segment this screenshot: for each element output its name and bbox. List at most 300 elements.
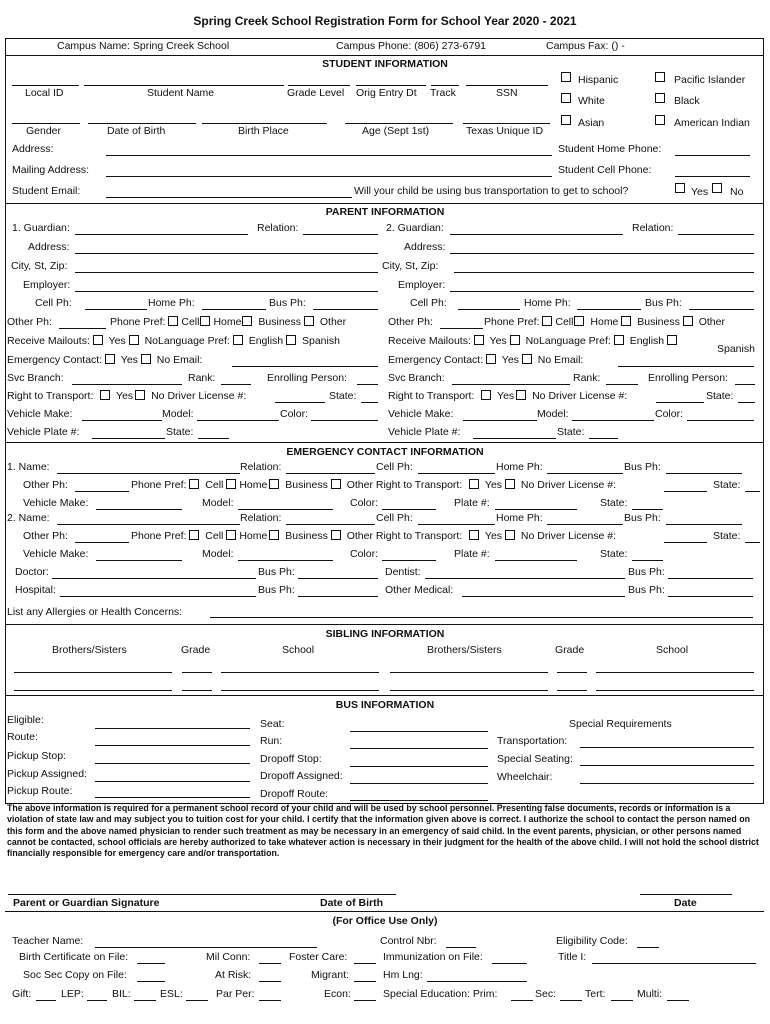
p1-email-line[interactable] bbox=[232, 366, 378, 367]
allergies-line[interactable] bbox=[210, 617, 753, 618]
p1-english-checkbox[interactable] bbox=[233, 335, 243, 345]
ec1-relation-line[interactable] bbox=[286, 473, 375, 474]
sib4-name-line[interactable] bbox=[390, 690, 548, 691]
cell-phone-label: Student Cell Phone: bbox=[558, 164, 652, 176]
allergies-label: List any Allergies or Health Concerns: bbox=[7, 606, 183, 618]
local-id-line[interactable] bbox=[12, 85, 79, 86]
p1-pref-cell-label: Cell bbox=[181, 316, 200, 328]
p2-bus-label: Bus Ph: bbox=[645, 297, 682, 309]
student-name-line[interactable] bbox=[84, 85, 284, 86]
sib2-school-line[interactable] bbox=[596, 672, 754, 673]
title1-line[interactable] bbox=[592, 963, 756, 964]
p1-bus-line[interactable] bbox=[313, 309, 378, 310]
p1-rank-line[interactable] bbox=[221, 384, 251, 385]
ec2-pref bbox=[131, 530, 616, 542]
p2-pref-home-checkbox[interactable] bbox=[574, 316, 584, 326]
p2-svc-line[interactable] bbox=[452, 384, 570, 385]
p2-pref-other-checkbox[interactable] bbox=[683, 316, 693, 326]
p2-emerg-no-checkbox[interactable] bbox=[522, 354, 532, 364]
special-seating-line[interactable] bbox=[580, 765, 754, 766]
ec2-bus-label: Bus Ph: bbox=[624, 512, 661, 524]
other-medical-bus-line[interactable] bbox=[668, 596, 753, 597]
p1-emerg-no-checkbox[interactable] bbox=[141, 354, 151, 364]
ec1-other-label: Other Ph: bbox=[23, 479, 68, 491]
p1-emerg-yes-checkbox[interactable] bbox=[105, 354, 115, 364]
title1-label: Title I: bbox=[558, 951, 587, 963]
dropoff-route-label: Dropoff Route: bbox=[260, 788, 329, 800]
p2-emergency-label: Emergency Contact: bbox=[388, 354, 484, 366]
bus-heading: BUS INFORMATION bbox=[335, 699, 435, 711]
age-line[interactable] bbox=[345, 123, 453, 124]
ec2-other-line[interactable] bbox=[75, 542, 129, 543]
p2-license-line[interactable] bbox=[656, 402, 704, 403]
p1-pref-cell-checkbox[interactable] bbox=[168, 316, 178, 326]
sib1-grade-line[interactable] bbox=[182, 672, 212, 673]
ec2-state-label: State: bbox=[713, 530, 741, 542]
prim-line[interactable] bbox=[511, 1000, 533, 1001]
transportation-label: Transportation: bbox=[497, 735, 568, 747]
home-phone-line[interactable] bbox=[675, 155, 750, 156]
foster-label: Foster Care: bbox=[289, 951, 348, 963]
soc-sec-line[interactable] bbox=[137, 981, 165, 982]
ec1-home-line[interactable] bbox=[547, 473, 623, 474]
legal-statement: The above information is required for a permanent school record of your child and will be used by school personnel. Presenting false documents, records or information is a violation of state law and may subject you to tuition cost for your child. I certify that the information given above is correct. I authorize the school to contact the person named on this form and the above named physician to render such treatment as may be necessary in an emergency of said child. In the event parents, physician, or other persons named cannot be contacted, school officials are hereby authorized to take whatever action is necessary in their judgment for the health of the above child. I will not hold the school district financially responsible for emergency care and/or transportation. bbox=[7, 803, 759, 859]
ec2-other-checkbox[interactable] bbox=[331, 530, 341, 540]
bil-line[interactable] bbox=[134, 1000, 156, 1001]
signature-line[interactable] bbox=[8, 894, 396, 895]
dropoff-assigned-line[interactable] bbox=[350, 783, 488, 784]
doctor-label: Doctor: bbox=[15, 566, 49, 578]
p1-cell-line[interactable] bbox=[85, 309, 147, 310]
at-risk-label: At Risk: bbox=[215, 969, 252, 981]
par-per-label: Par Per: bbox=[216, 988, 255, 1000]
asian-checkbox[interactable] bbox=[561, 115, 571, 125]
ec2-plate-label: Plate #: bbox=[454, 548, 490, 560]
p1-pref-home-label: Home bbox=[213, 316, 242, 328]
guardian2-line[interactable] bbox=[450, 234, 623, 235]
p1-mailouts bbox=[7, 335, 340, 347]
ec2-plate-state-line[interactable] bbox=[632, 560, 663, 561]
p2-bus-line[interactable] bbox=[689, 309, 754, 310]
p1-english-label: English bbox=[248, 335, 284, 347]
guardian1-label: 1. Guardian: bbox=[12, 222, 70, 234]
campus-phone: Campus Phone: (806) 273-6791 bbox=[336, 40, 487, 52]
seat-line[interactable] bbox=[350, 731, 488, 732]
tert-line[interactable] bbox=[611, 1000, 633, 1001]
p1-mail-yes-checkbox[interactable] bbox=[93, 335, 103, 345]
sib4-school-line[interactable] bbox=[596, 690, 754, 691]
guardian2-label: 2. Guardian: bbox=[386, 222, 444, 234]
relation2-line[interactable] bbox=[678, 234, 754, 235]
dropoff-stop-label: Dropoff Stop: bbox=[260, 753, 322, 765]
p1-other-ph-line[interactable] bbox=[59, 328, 106, 329]
p1-spanish-label: Spanish bbox=[301, 335, 340, 347]
p2-cell-line[interactable] bbox=[458, 309, 520, 310]
ec2-color-line[interactable] bbox=[382, 560, 436, 561]
office-heading: (For Office Use Only) bbox=[332, 915, 438, 927]
mil-label: Mil Conn: bbox=[206, 951, 251, 963]
p1-pref-other-label: Other bbox=[319, 316, 347, 328]
p2-trans-yes-checkbox[interactable] bbox=[481, 390, 491, 400]
p2-address-line[interactable] bbox=[450, 253, 754, 254]
p2-phone-pref bbox=[484, 316, 725, 328]
gift-label: Gift: bbox=[12, 988, 32, 1000]
p1-license-line[interactable] bbox=[275, 402, 325, 403]
hospital-bus-line[interactable] bbox=[298, 596, 378, 597]
p2-phone-pref-label: Phone Pref: bbox=[484, 316, 540, 328]
p2-rank-line[interactable] bbox=[606, 384, 638, 385]
p2-plate-state-label: State: bbox=[557, 426, 585, 438]
p2-mail-yes-checkbox[interactable] bbox=[474, 335, 484, 345]
p1-plate-line[interactable] bbox=[92, 438, 165, 439]
doctor-bus-line[interactable] bbox=[298, 578, 378, 579]
p1-plate-state-line[interactable] bbox=[198, 438, 229, 439]
p2-emerg-yes-checkbox[interactable] bbox=[486, 354, 496, 364]
bus-yes-checkbox[interactable] bbox=[675, 183, 685, 193]
gift-line[interactable] bbox=[36, 1000, 56, 1001]
sib2-name-line[interactable] bbox=[390, 672, 548, 673]
sibling-heading: SIBLING INFORMATION bbox=[325, 628, 445, 640]
ec1-license-line[interactable] bbox=[664, 491, 707, 492]
sib3-name-line[interactable] bbox=[14, 690, 172, 691]
p1-mail-no-checkbox[interactable] bbox=[129, 335, 139, 345]
sib1-name-line[interactable] bbox=[14, 672, 172, 673]
ec2-cell-line[interactable] bbox=[418, 524, 495, 525]
ec1-other-line[interactable] bbox=[75, 491, 129, 492]
ec2-cell-opt: Cell bbox=[205, 530, 224, 542]
dropoff-stop-line[interactable] bbox=[350, 766, 488, 767]
p1-license-label: Driver License #: bbox=[167, 390, 247, 402]
pickup-stop-line[interactable] bbox=[95, 763, 250, 764]
ec2-license-label: Driver License #: bbox=[537, 530, 617, 542]
ec2-model-line[interactable] bbox=[238, 560, 333, 561]
p2-color-line[interactable] bbox=[687, 420, 754, 421]
econ-line[interactable] bbox=[354, 1000, 376, 1001]
p1-employer-line[interactable] bbox=[75, 291, 378, 292]
age-label: Age (Sept 1st) bbox=[362, 125, 430, 137]
dentist-line[interactable] bbox=[425, 578, 625, 579]
p1-transport bbox=[7, 390, 246, 402]
asian-label: Asian bbox=[578, 117, 605, 129]
p2-pref-home-label: Home bbox=[590, 316, 619, 328]
run-line[interactable] bbox=[350, 748, 488, 749]
p2-mailouts bbox=[388, 335, 680, 347]
ec2-transport-label: Right to Transport: bbox=[375, 530, 463, 542]
ec2-cell-label: Cell Ph: bbox=[376, 512, 413, 524]
ec1-bus-line[interactable] bbox=[666, 473, 742, 474]
multi-line[interactable] bbox=[667, 1000, 689, 1001]
p1-svc-line[interactable] bbox=[72, 384, 182, 385]
mailing-line[interactable] bbox=[106, 176, 552, 177]
p2-home-line[interactable] bbox=[577, 309, 641, 310]
ec2-relation-line[interactable] bbox=[286, 524, 375, 525]
p2-plate-state-line[interactable] bbox=[589, 438, 618, 439]
p1-emergency bbox=[7, 354, 202, 366]
p2-model-label: Model: bbox=[537, 408, 569, 420]
other-medical-line[interactable] bbox=[462, 596, 625, 597]
p2-model-line[interactable] bbox=[572, 420, 654, 421]
at-risk-line[interactable] bbox=[259, 981, 281, 982]
p1-pref-other-checkbox[interactable] bbox=[304, 316, 314, 326]
p2-license-label: Driver License #: bbox=[548, 390, 628, 402]
signature-label: Parent or Guardian Signature bbox=[13, 897, 160, 909]
pacific-checkbox[interactable] bbox=[655, 72, 665, 82]
bus-no-checkbox[interactable] bbox=[712, 183, 722, 193]
hospital-label: Hospital: bbox=[15, 584, 56, 596]
p1-emerg-yes-label: Yes bbox=[120, 354, 138, 366]
pickup-assigned-label: Pickup Assigned: bbox=[7, 768, 87, 780]
p2-mail-no-label: No bbox=[525, 335, 540, 347]
ec1-business-opt: Business bbox=[285, 479, 328, 491]
ec1-state-line[interactable] bbox=[745, 491, 760, 492]
p2-pref-cell-label: Cell bbox=[555, 316, 574, 328]
doctor-line[interactable] bbox=[52, 578, 256, 579]
p1-enrolling-label: Enrolling Person: bbox=[267, 372, 347, 384]
ec1-home-checkbox[interactable] bbox=[226, 479, 236, 489]
hm-lng-line[interactable] bbox=[427, 981, 527, 982]
foster-line[interactable] bbox=[354, 963, 376, 964]
p2-employer-label: Employer: bbox=[398, 279, 446, 291]
p2-pref-business-checkbox[interactable] bbox=[621, 316, 631, 326]
doctor-bus-label: Bus Ph: bbox=[258, 566, 295, 578]
p2-cell-label: Cell Ph: bbox=[410, 297, 447, 309]
ec2-business-checkbox[interactable] bbox=[269, 530, 279, 540]
hm-lng-label: Hm Lng: bbox=[383, 969, 423, 981]
route-line[interactable] bbox=[95, 745, 250, 746]
ec1-name-line[interactable] bbox=[57, 473, 240, 474]
sib3-grade-line[interactable] bbox=[182, 690, 212, 691]
p2-spanish-label: Spanish bbox=[717, 343, 755, 355]
immunization-line[interactable] bbox=[492, 963, 527, 964]
p2-english-label: English bbox=[629, 335, 665, 347]
ec2-name-line[interactable] bbox=[57, 524, 240, 525]
p1-spanish-checkbox[interactable] bbox=[286, 335, 296, 345]
texas-id-line[interactable] bbox=[463, 123, 550, 124]
eligible-line[interactable] bbox=[95, 728, 250, 729]
special-seating-label: Special Seating: bbox=[497, 753, 573, 765]
p2-city-label: City, St, Zip: bbox=[382, 260, 439, 272]
sec-label: Sec: bbox=[535, 988, 557, 1000]
sib3-school-line[interactable] bbox=[221, 690, 379, 691]
ec2-color-label: Color: bbox=[350, 548, 379, 560]
multi-label: Multi: bbox=[637, 988, 663, 1000]
address-line[interactable] bbox=[106, 155, 552, 156]
orig-entry-line[interactable] bbox=[356, 85, 426, 86]
dropoff-route-line[interactable] bbox=[350, 800, 488, 801]
dob-line[interactable] bbox=[88, 123, 196, 124]
bus-no-label: No bbox=[730, 186, 744, 198]
birth-place-line[interactable] bbox=[202, 123, 327, 124]
run-label: Run: bbox=[260, 735, 283, 747]
guardian1-line[interactable] bbox=[75, 234, 248, 235]
black-label: Black bbox=[674, 95, 700, 107]
p1-model-line[interactable] bbox=[197, 420, 279, 421]
student-heading: STUDENT INFORMATION bbox=[322, 58, 448, 70]
ec1-plate-state-line[interactable] bbox=[632, 509, 663, 510]
ec2-cell-checkbox[interactable] bbox=[189, 530, 199, 540]
track-line[interactable] bbox=[431, 85, 459, 86]
pacific-label: Pacific Islander bbox=[674, 74, 746, 86]
p2-email-line[interactable] bbox=[618, 366, 754, 367]
email-line[interactable] bbox=[106, 197, 352, 198]
p2-trans-no-checkbox[interactable] bbox=[516, 390, 526, 400]
ec1-trans-yes-checkbox[interactable] bbox=[469, 479, 479, 489]
black-checkbox[interactable] bbox=[655, 93, 665, 103]
p2-other-ph-line[interactable] bbox=[440, 328, 483, 329]
home-phone-label: Student Home Phone: bbox=[558, 143, 662, 155]
migrant-label: Migrant: bbox=[311, 969, 349, 981]
ec1-cell-opt: Cell bbox=[205, 479, 224, 491]
american-indian-checkbox[interactable] bbox=[655, 115, 665, 125]
p1-enrolling-line[interactable] bbox=[357, 384, 378, 385]
ec1-business-checkbox[interactable] bbox=[269, 479, 279, 489]
p1-emergency-label: Emergency Contact: bbox=[7, 354, 103, 366]
p2-transport bbox=[388, 390, 627, 402]
ec1-model-label: Model: bbox=[202, 497, 234, 509]
p1-lang-label: Language Pref: bbox=[158, 335, 230, 347]
white-checkbox[interactable] bbox=[561, 93, 571, 103]
p2-state-line[interactable] bbox=[738, 402, 755, 403]
p2-english-checkbox[interactable] bbox=[614, 335, 624, 345]
ec1-trans-no-checkbox[interactable] bbox=[505, 479, 515, 489]
p2-emerg-no-label: No bbox=[537, 354, 552, 366]
p2-enrolling-line[interactable] bbox=[735, 384, 755, 385]
ec2-bus-line[interactable] bbox=[666, 524, 742, 525]
p1-pref-home-checkbox[interactable] bbox=[200, 316, 210, 326]
teacher-line[interactable] bbox=[95, 947, 317, 948]
ec2-plate-line[interactable] bbox=[495, 560, 577, 561]
p2-mailouts-label: Receive Mailouts: bbox=[388, 335, 471, 347]
p2-trans-no-label: No bbox=[532, 390, 546, 402]
ec2-home-line[interactable] bbox=[547, 524, 623, 525]
pickup-assigned-line[interactable] bbox=[95, 781, 250, 782]
p2-pref-cell-checkbox[interactable] bbox=[542, 316, 552, 326]
tert-label: Tert: bbox=[585, 988, 606, 1000]
pickup-route-line[interactable] bbox=[95, 797, 250, 798]
p1-mailouts-label: Receive Mailouts: bbox=[7, 335, 90, 347]
p1-trans-yes-checkbox[interactable] bbox=[100, 390, 110, 400]
ec2-license-line[interactable] bbox=[664, 542, 707, 543]
p1-pref-business-checkbox[interactable] bbox=[242, 316, 252, 326]
p2-spanish-checkbox[interactable] bbox=[667, 335, 677, 345]
soc-sec-label: Soc Sec Copy on File: bbox=[23, 969, 127, 981]
ec2-home-label: Home Ph: bbox=[496, 512, 543, 524]
p2-city-line[interactable] bbox=[454, 272, 754, 273]
ec1-cell-label: Cell Ph: bbox=[376, 461, 413, 473]
p2-employer-line[interactable] bbox=[450, 291, 754, 292]
sib1-school-line[interactable] bbox=[221, 672, 379, 673]
hispanic-checkbox[interactable] bbox=[561, 72, 571, 82]
ec2-state-line[interactable] bbox=[745, 542, 760, 543]
p1-state-line[interactable] bbox=[361, 402, 378, 403]
p1-plate-label: Vehicle Plate #: bbox=[7, 426, 80, 438]
track-label: Track bbox=[430, 87, 456, 99]
sib2-grade-line[interactable] bbox=[557, 672, 587, 673]
par-per-line[interactable] bbox=[259, 1000, 281, 1001]
cell-phone-line[interactable] bbox=[675, 176, 750, 177]
ssn-label: SSN bbox=[496, 87, 518, 99]
p2-pref-other-label: Other bbox=[698, 316, 725, 328]
ec1-cell-checkbox[interactable] bbox=[189, 479, 199, 489]
lep-label: LEP: bbox=[61, 988, 84, 1000]
p2-plate-line[interactable] bbox=[473, 438, 556, 439]
ec1-color-line[interactable] bbox=[382, 509, 436, 510]
ec1-cell-line[interactable] bbox=[418, 473, 495, 474]
p2-lang-label: Language Pref: bbox=[539, 335, 611, 347]
ec1-home-opt: Home bbox=[239, 479, 268, 491]
sib-school-label-2: School bbox=[656, 644, 689, 656]
ec1-plate-line[interactable] bbox=[495, 509, 577, 510]
email-label: Student Email: bbox=[12, 185, 81, 197]
p2-mail-no-checkbox[interactable] bbox=[510, 335, 520, 345]
lep-line[interactable] bbox=[87, 1000, 107, 1001]
p1-mail-yes-label: Yes bbox=[108, 335, 126, 347]
ec1-other-opt: Other bbox=[346, 479, 373, 491]
control-line[interactable] bbox=[446, 947, 476, 948]
ec2-trans-yes-checkbox[interactable] bbox=[469, 530, 479, 540]
ec2-trans-no-checkbox[interactable] bbox=[505, 530, 515, 540]
ec2-yes: Yes bbox=[484, 530, 503, 542]
ec1-make-line[interactable] bbox=[96, 509, 182, 510]
p1-home-line[interactable] bbox=[202, 309, 266, 310]
p1-city-line[interactable] bbox=[75, 272, 378, 273]
p1-color-line[interactable] bbox=[311, 420, 378, 421]
hospital-line[interactable] bbox=[60, 596, 256, 597]
eligibility-line[interactable] bbox=[637, 947, 659, 948]
p2-enrolling-label: Enrolling Person: bbox=[648, 372, 728, 384]
date-line[interactable] bbox=[640, 894, 732, 895]
other-medical-label: Other Medical: bbox=[385, 584, 454, 596]
dentist-bus-line[interactable] bbox=[668, 578, 753, 579]
p2-trans-yes-label: Yes bbox=[497, 390, 515, 402]
ec2-pref-label: Phone Pref: bbox=[131, 530, 187, 542]
sib4-grade-line[interactable] bbox=[557, 690, 587, 691]
campus-name: Campus Name: Spring Creek School bbox=[57, 40, 230, 52]
campus-fax: Campus Fax: () - bbox=[546, 40, 625, 52]
ec2-home-checkbox[interactable] bbox=[226, 530, 236, 540]
ec1-model-line[interactable] bbox=[238, 509, 333, 510]
relation1-line[interactable] bbox=[303, 234, 378, 235]
wheelchair-label: Wheelchair: bbox=[497, 771, 553, 783]
p1-emerg-no-label: No bbox=[156, 354, 171, 366]
route-label: Route: bbox=[7, 731, 38, 743]
sec-line[interactable] bbox=[560, 1000, 582, 1001]
gender-line[interactable] bbox=[12, 123, 80, 124]
birth-cert-line[interactable] bbox=[137, 963, 165, 964]
p1-trans-no-label: No bbox=[151, 390, 165, 402]
p2-make-line[interactable] bbox=[463, 420, 537, 421]
ec1-name-label: 1. Name: bbox=[7, 461, 50, 473]
p1-city-label: City, St, Zip: bbox=[11, 260, 68, 272]
p1-make-line[interactable] bbox=[82, 420, 162, 421]
address-label: Address: bbox=[12, 143, 54, 155]
ec1-transport-label: Right to Transport: bbox=[375, 479, 463, 491]
esl-line[interactable] bbox=[186, 1000, 208, 1001]
migrant-line[interactable] bbox=[354, 981, 376, 982]
dropoff-assigned-label: Dropoff Assigned: bbox=[260, 770, 343, 782]
wheelchair-line[interactable] bbox=[580, 783, 754, 784]
ec1-other-checkbox[interactable] bbox=[331, 479, 341, 489]
ssn-line[interactable] bbox=[466, 85, 548, 86]
transportation-line[interactable] bbox=[580, 747, 754, 748]
ec2-make-line[interactable] bbox=[96, 560, 182, 561]
mil-line[interactable] bbox=[259, 963, 281, 964]
texas-id-label: Texas Unique ID bbox=[466, 125, 544, 137]
p2-other-ph-label: Other Ph: bbox=[388, 316, 433, 328]
p1-trans-no-checkbox[interactable] bbox=[135, 390, 145, 400]
p1-address-line[interactable] bbox=[75, 253, 378, 254]
grade-line[interactable] bbox=[288, 85, 350, 86]
